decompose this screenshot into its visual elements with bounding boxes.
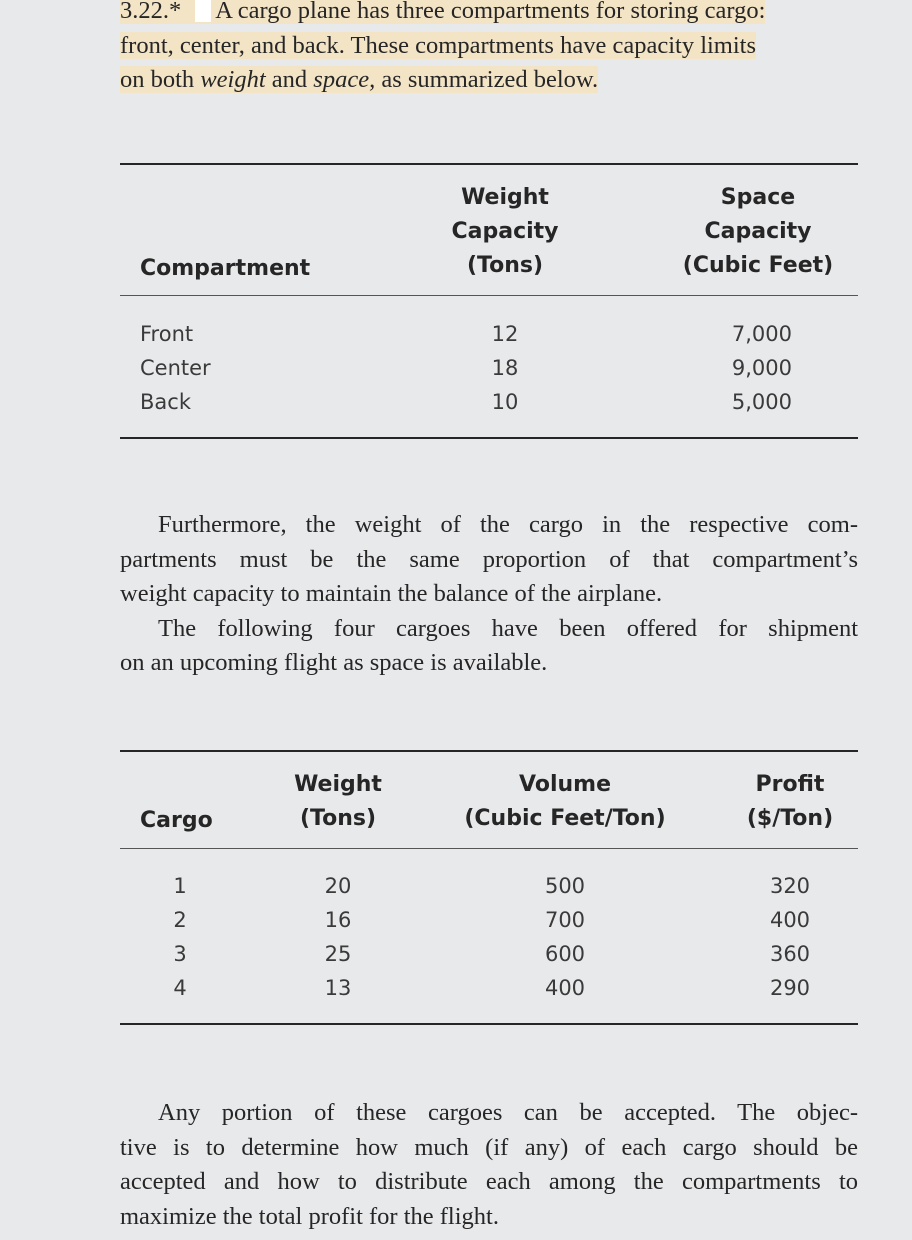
table2-header-cargo: Cargo: [140, 808, 213, 833]
table2-row-volume: 700: [544, 908, 586, 932]
table2-row-cargo: 2: [173, 908, 187, 932]
closing-text: [120, 1096, 858, 1234]
table2-header-profit: Profit ($/Ton): [746, 772, 834, 831]
table1-row-name: Center: [140, 356, 211, 380]
table2-row-cargo: 4: [173, 976, 187, 1000]
table1-row-space: 7,000: [731, 322, 792, 346]
table2-header-volume: Volume (Cubic Feet/Ton): [464, 772, 666, 831]
table1-bottom-rule: [120, 437, 858, 439]
intro-emph-weight: weight: [200, 66, 266, 93]
table1-row-name: Back: [140, 390, 191, 414]
problem-number: 3.22.*: [120, 0, 182, 24]
table1-top-rule: [120, 163, 858, 165]
table1-row-space: 5,000: [731, 390, 792, 414]
table1-row-weight: 12: [491, 322, 519, 346]
middle-line-2: partments must be the same proportion of that compartment’s: [120, 545, 858, 573]
highlight-gap: [195, 0, 211, 22]
table2-row-profit: 360: [769, 942, 811, 966]
intro-emph-space: space,: [313, 66, 376, 93]
middle-text: [120, 508, 858, 681]
intro-line-3a: on both: [120, 66, 201, 93]
middle-line-1: Furthermore, the weight of the cargo in the respective com-: [158, 511, 858, 538]
table1-row-weight: 10: [491, 390, 519, 414]
closing-line-1: Any portion of these cargoes can be accepted. The objec-: [158, 1099, 858, 1126]
table1-header-space: Space Capacity (Cubic Feet): [682, 185, 834, 278]
table1-header-rule: [120, 295, 858, 296]
middle-line-5: on an upcoming flight as space is available.: [120, 649, 548, 676]
table2-bottom-rule: [120, 1023, 858, 1025]
closing-line-2: tive is to determine how much (if any) of each cargo should be: [120, 1133, 858, 1161]
table2-row-weight: 25: [324, 942, 352, 966]
table2-row-weight: 13: [324, 976, 352, 1000]
intro-line-2: front, center, and back. These compartments have capacity limits: [120, 31, 757, 59]
table1-row-name: Front: [140, 322, 194, 346]
table1-row-weight: 18: [491, 356, 519, 380]
table1-row-space: 9,000: [731, 356, 792, 380]
table2-row-volume: 400: [544, 976, 586, 1000]
middle-line-4: The following four cargoes have been offered for shipment: [158, 614, 858, 642]
intro-line-3c: as summarized below.: [375, 66, 599, 93]
table2-row-weight: 20: [324, 874, 352, 898]
table2-header-weight: Weight (Tons): [294, 772, 382, 831]
table1-header-compartment: Compartment: [140, 256, 311, 281]
middle-line-3: weight capacity to maintain the balance of the airplane.: [120, 580, 663, 607]
intro-line-3b: and: [265, 66, 314, 93]
table2-row-cargo: 1: [173, 874, 187, 898]
closing-line-4: maximize the total profit for the flight.: [120, 1202, 499, 1230]
table2-row-weight: 16: [324, 908, 352, 932]
table1-header-weight: Weight Capacity (Tons): [451, 185, 559, 278]
table2-row-profit: 320: [769, 874, 811, 898]
table2-row-volume: 500: [544, 874, 586, 898]
table2-row-profit: 400: [769, 908, 811, 932]
intro-line-1: A cargo plane has three compartments for storing cargo:: [215, 0, 766, 24]
table2-row-volume: 600: [544, 942, 586, 966]
table2-row-cargo: 3: [173, 942, 187, 966]
closing-line-3: accepted and how to distribute each among the compartments to: [120, 1168, 858, 1195]
table2-row-profit: 290: [769, 976, 811, 1000]
table2-top-rule: [120, 750, 858, 752]
table2-header-rule: [120, 848, 858, 849]
problem-intro: [120, 0, 858, 98]
